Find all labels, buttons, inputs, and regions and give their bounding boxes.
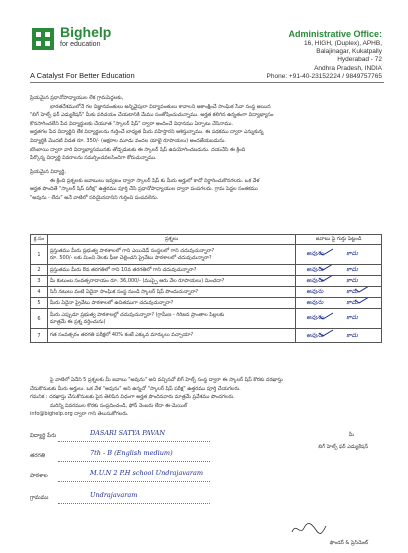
student-line: అర్హత పొందితే "స్కాలర్ షిప్ పరీక్ష" ఉత్తరము పూర్తి చేసి ప్రధానోపాధ్యాయుల ద్వారా పంపగలరు. గ్రామ పెద్దల సంతకము [30,186,258,193]
question-cell [47,309,295,329]
signoff-yours: మీ [348,432,354,438]
no-option[interactable]: కాదు [346,288,358,295]
answer-cell[interactable] [296,276,382,287]
village-field[interactable]: Undrajavaram [90,491,138,499]
founder-title: ఫౌండర్ & ప్రెసిడెంట్ [329,540,368,546]
question-text: సినీ నటులు వంటి ఏదైనా సాంఘిక సంస్థ నుండి స్కాలర్ షిప్ పొందుచున్నారా? [47,287,295,298]
student-name-field[interactable]: DASARI SATYA PAVAN [90,429,166,437]
intro-line: బొంబాయి ద్వారా వారి విద్యాభ్యాసమునకు తోడ్పడుటకు ఈ స్కాలర్ షిప్ ఉపయోగించబడును. దయచేసి ఈ క్రింది [30,146,246,153]
question-text: మీరు ఏదైనా ప్రైవేటు పాఠశాలలో ఉచితముగా చదువుచున్నారా? [47,298,295,309]
bighelp-logo-icon [30,26,56,52]
address-line: 16, HIGH, (Duplex), APHB, [303,40,382,47]
closing-line: పై వాటిలో ఏదేని 5 ప్రశ్నలకు మీ జవాబు "అవును" అని వచ్చినచో బిగ్ హెల్ప్ సంస్థ ద్వారా ఈ స్కాలర్ షిప్ కొరకు దరఖాస్తు [50,377,283,383]
question-text: మీరు ఎప్పుడూ ప్రభుత్వ పాఠశాలల్లో చదువుచున్నారా? (గ్రామీణ - గిరిజన ప్రాంతాల పిల్లలకు [49,311,225,318]
yes-option[interactable]: అవును [306,299,324,306]
intro-line: "బిగ్ హెల్ప్ ఫర్ ఎడ్యుకేషన్" మీకు పరిచయం చేయటానికి మేము సంతోషించుచున్నాము. అర్హత కలిగిన ఉన్నతంగా విద్యాభ్యాసం [30,112,274,119]
checkmark-icon [354,298,370,305]
table-row [31,287,382,298]
address-line: Balajinagar, Kukatpally [316,48,382,56]
school-label: పాఠశాల [30,473,48,479]
school-field[interactable]: M.U.N 2 P.H school Undrajavaram [90,469,204,477]
answer-cell[interactable] [296,309,382,329]
phone-line: Phone: +91-40-23152224 / 9849757765 [266,72,382,80]
yes-option[interactable]: అవును [306,331,324,339]
row-number: 7 [31,329,48,343]
question-text: మీ కుటుంబ సంవత్సరాదాయం రూ. 36,000/- (ముప్పై ఆరు వేల రూపాయలు) మించదా? [47,276,295,287]
question-text: ప్రస్తుతము మీరు 8వ తరగతిలో గాని 10వ తరగతిలో గాని చదువుచున్నారా? [47,265,295,276]
salutation: ప్రియమైన ప్రధానోపాధ్యాయుల లేక గ్రామపెద్దలకు, [30,95,124,101]
intro-paragraph [30,94,382,163]
question-text: గత సంవత్సరం తరగతి పరీక్షలో 40% కంటే ఎక్కువ మార్కులు వచ్చాయా? [47,329,295,343]
intro-line: కొనసాగించలేని పేద విద్యార్థులకు చేయూత "స్కాలర్ షిప్" ద్వారా అందించే విధానము ఏర్పాటు చేసినాము. [30,120,234,127]
no-option[interactable]: కాదు [346,249,358,257]
intro-line: విద్యార్థికి మొదటి విడత రూ. 350/- (అక్షరాల మూడు వందల యాభై రూపాయలు) అందజేయబడును. [30,137,226,144]
table-row [31,245,382,265]
yes-option[interactable]: అవును [306,277,324,284]
no-option[interactable]: కాదు [346,266,358,273]
contact-email[interactable]: info@bighelp.org ద్వారా గాని తెలుసుకోగలరు. [30,411,129,418]
row-number: 4 [31,287,48,298]
no-option[interactable]: కాదు [346,313,358,321]
question-text: ప్రస్తుతము మీరు ప్రభుత్వ పాఠశాలలో గాని ఎయిడెడ్ సంస్థలలో గాని చదువుచున్నారా? [49,247,215,254]
row-number: 6 [31,309,48,329]
eligibility-table [30,234,382,343]
checkmark-icon [318,312,334,320]
closing-line: గమనిక : దరఖాస్తు చేసుకొనుటకు పైన తెలిపిన విధంగా అర్హత పొందినవారు మాత్రమే ప్రవేశము పొందగలరు. [30,394,235,401]
row-number: 1 [31,245,48,265]
row-number: 3 [31,276,48,287]
intro-line: అర్హతగల పేద విద్యార్థిని లేక విద్యార్థులను గుర్తించే బాధ్యత మీరు వహిస్తారని ఆశిస్తున్నాము. ఈ పథకము ద్వారా ఎన్నుకున్న [30,129,264,136]
closing-paragraph [30,376,382,419]
village-label: గ్రామము [30,495,49,501]
class-field[interactable]: 7th - B (English medium) [90,449,173,457]
header-divider [30,82,384,83]
header-questions: ప్రశ్నలు [47,235,295,245]
question-text: రూ. 500/- లకు మించి నెలకు ఫీజు చెల్లించని ప్రైవేటు పాఠశాలలో చదువుచున్నారా? [49,254,212,261]
yes-option[interactable]: అవును [306,249,324,257]
checkmark-icon [318,248,334,256]
header-serial: క్ర.సం [31,235,48,245]
school-underline [58,472,210,482]
closing-line: చేసుకొనుటకు మీరు అర్హులు. ఒక వేళ "అవును" అని ఉన్నచో "స్కాలర్ షిప్ పరీక్ష" ఉత్తరము పూర్తి చేయగలరు. [30,385,241,392]
header-answer: జవాబు పై గుర్తు పెట్టండి [296,235,382,245]
address-line: Hyderabad - 72 [337,56,382,64]
table-row [31,309,382,329]
no-option[interactable]: కాదు [346,299,358,306]
student-paragraph [30,168,382,202]
village-underline [58,494,210,504]
intro-line: భారతదేశములోనే గల విజ్ఞానవంతులు అన్నివైపులా విద్యావంతులు కావాలని ఆకాంక్షించే సాంఘిక సేవా సంస్థ అయిన [50,103,271,110]
question-cell [47,245,295,265]
tagline: A Catalyst For Better Education [30,71,135,80]
row-number: 5 [31,298,48,309]
checkmark-icon [354,287,370,294]
class-label: తరగతి [30,453,46,459]
class-underline [58,452,210,462]
question-text: మాత్రమే ఈ ప్రశ్న వర్తించును) [49,318,106,325]
table-row [31,329,382,343]
no-option[interactable]: కాదు [346,331,358,339]
closing-line: మరిన్ని వివరముల కొరకు సంప్రదించండి, ఫోన్ నెంబరు లేదా ఈ-మెయిల్ [50,402,188,409]
row-number: 2 [31,265,48,276]
table-row [31,276,382,287]
student-name-label: విద్యార్థి పేరు [30,433,57,439]
no-option[interactable]: కాదు [346,277,358,284]
student-line: "అవును - లేదు" అనే వాటిలో సరియైనదానిని గుర్తించి పంపవలెను. [30,194,159,201]
brand [60,25,111,49]
signoff-org: బిగ్ హెల్ప్ ఫర్ ఎడ్యుకేషన్ [318,444,368,450]
address-line: Andhra Pradesh, INDIA [314,64,382,72]
answer-cell[interactable] [296,245,382,265]
yes-option[interactable]: అవును [306,266,324,273]
intro-line: పేర్కొన్న విద్యార్థి వివరాలను సమర్పించవలసిందిగా కోరుచున్నాము. [30,155,157,162]
table-header-row [31,235,382,245]
office-title: Administrative Office: [288,29,382,39]
table-row [31,265,382,276]
office-address [267,28,382,81]
student-line: ఈ క్రింది ప్రశ్నలకు జవాబులు ఇవ్వటం ద్వారా స్కాలర్ షిప్ కు మీరు అర్హులో కాదో నిర్ధారించుకొనగలరు. ఒక వేళ [50,177,260,184]
answer-cell[interactable] [296,287,382,298]
yes-option[interactable]: అవును [306,313,324,321]
checkmark-icon [318,276,334,283]
brand-name: Bighelp [60,24,112,40]
founder-signature [290,520,328,538]
answer-cell[interactable] [296,329,382,343]
student-salutation: ప్రియమైన విద్యార్థి, [30,169,66,175]
checkmark-icon [318,329,334,337]
student-name-underline [58,432,210,442]
checkmark-icon [318,265,334,272]
table-row [31,298,382,309]
yes-option[interactable]: అవును [306,288,324,295]
answer-cell[interactable] [296,265,382,276]
brand-sub: for education [60,41,101,48]
answer-cell[interactable] [296,298,382,309]
